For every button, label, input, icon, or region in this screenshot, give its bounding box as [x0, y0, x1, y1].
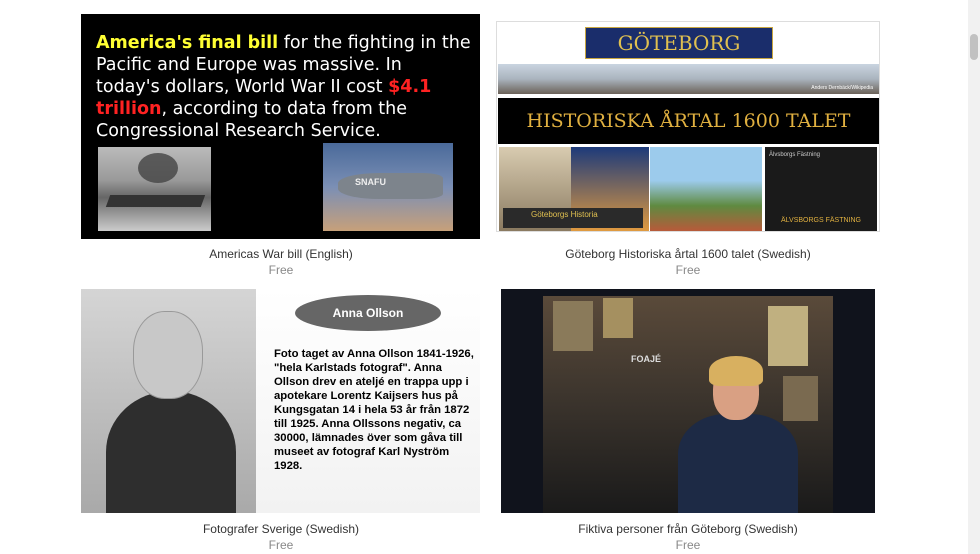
- name-badge: Anna Ollson: [295, 295, 441, 331]
- thumbnail-description: Foto taget av Anna Ollson 1841-1926, "hela Karlstads fotograf". Anna Ollson drev en ateljé en trappa upp i apotekare Lorentz Kaijsers hus på Kungsgatan 14 i hela 53 år från 1872 till 1925. Anna Ollssons negativ, ca 30000, lämnades över som gåva till museet av fotograf Karl Nyström 1928.: [274, 348, 474, 472]
- product-thumbnail-americas-war-bill[interactable]: [81, 14, 480, 239]
- product-thumbnail-goteborg-historiska[interactable]: [496, 21, 880, 232]
- foaje-sign: FOAJÉ: [631, 354, 662, 364]
- product-price: Free: [675, 263, 701, 277]
- product-title[interactable]: Fotografer Sverige (Swedish): [202, 522, 360, 536]
- plane-photo: SNAFU: [323, 143, 453, 231]
- fortress-label: ÄLVSBORGS FÄSTNING: [781, 217, 861, 224]
- product-thumbnail-fiktiva-personer[interactable]: [501, 289, 875, 513]
- thumbnail-title: GÖTEBORG: [585, 27, 773, 59]
- product-thumbnail-fotografer-sverige[interactable]: [81, 289, 480, 513]
- product-price: Free: [268, 263, 294, 277]
- fortress-small-label: Älvsborgs Fästning: [769, 152, 821, 158]
- page-scrollbar[interactable]: [968, 0, 980, 554]
- product-price: Free: [268, 538, 294, 552]
- photo-credit: Anders Dernbäck/Wikipedia: [811, 85, 873, 91]
- product-title[interactable]: Americas War bill (English): [209, 247, 353, 261]
- person-photo: [543, 296, 833, 513]
- thumbnail-band: HISTORISKA ÅRTAL 1600 TALET: [498, 98, 879, 144]
- product-title[interactable]: Göteborg Historiska årtal 1600 talet (Swedish): [565, 247, 811, 261]
- history-label: Göteborgs Historia: [503, 208, 643, 228]
- product-title[interactable]: Fiktiva personer från Göteborg (Swedish): [578, 522, 798, 536]
- fortress-tower-photo: [650, 147, 762, 231]
- portrait-photo: [81, 289, 256, 513]
- thumbnail-text: America's final bill for the fighting in the Pacific and Europe was massive. In today's dollars, World War II cost $4.1 trillion, according to data from the Congressional Research Service.: [96, 33, 471, 141]
- scrollbar-thumb[interactable]: [970, 34, 978, 60]
- product-price: Free: [675, 538, 701, 552]
- aircraft-carrier-photo: [98, 147, 211, 231]
